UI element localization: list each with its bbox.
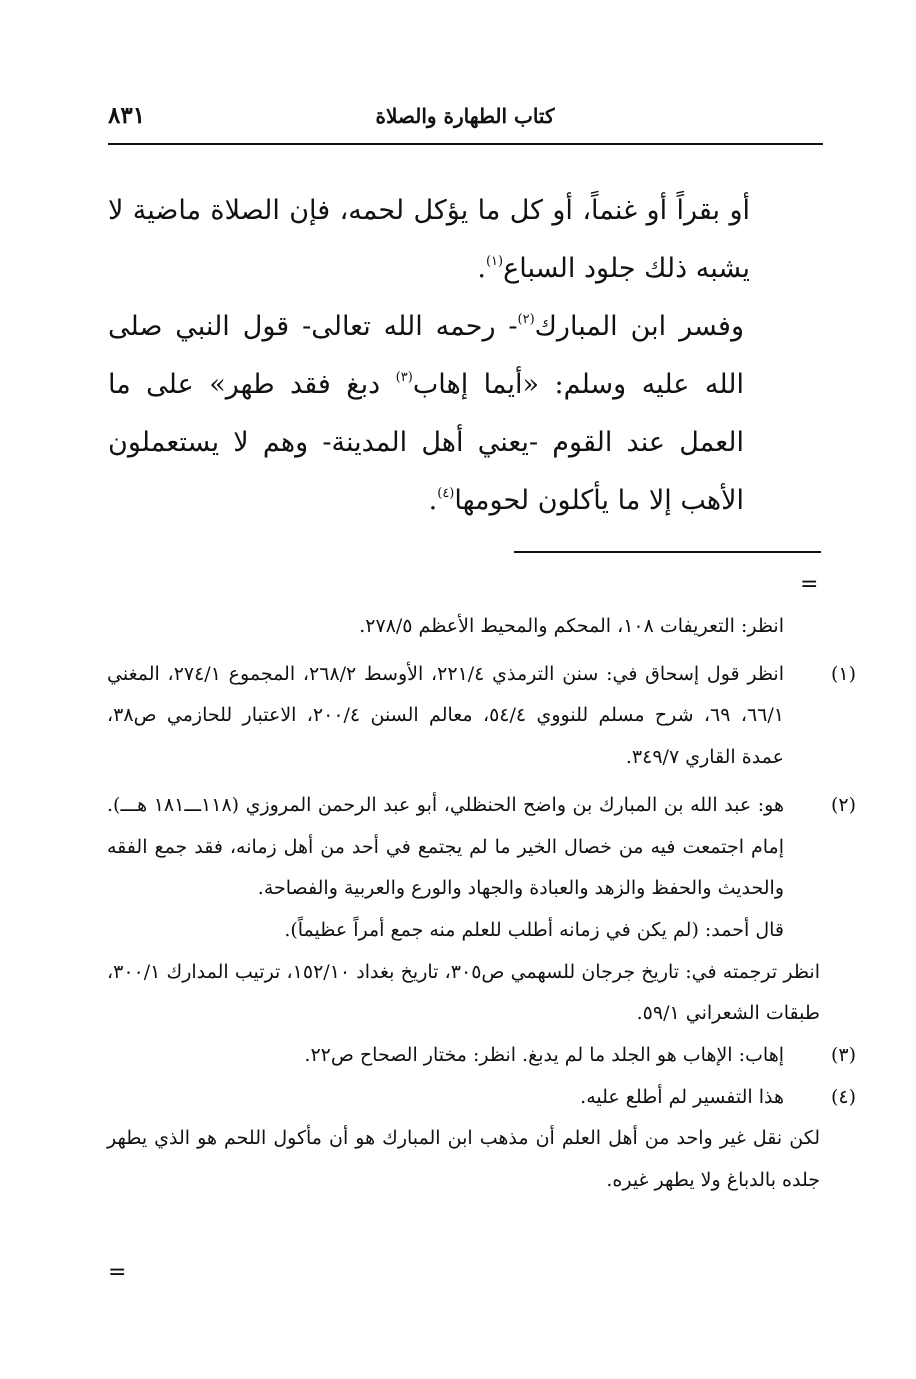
footnote-1-number: (١) [830,662,856,685]
main-paragraph-2-text-a: وفسر ابن المبارك [534,311,744,342]
footnote-3-number: (٣) [830,1044,856,1067]
main-paragraph-2: وفسر ابن المبارك$^{(٢)}$- رحمه الله تعالى- قول النبي صلى الله عليه وسلم: «أيما إهاب$^{(٣)}$ دبغ فقد طهر» على ما العمل عند القوم -يعني أهل المدينة- وهم لا يستعملون الأهب إلا ما يأكلون لحومها$^{(٤)}$. [108,311,744,516]
footnote-separator [514,551,821,553]
header-rule [108,143,823,145]
footnote-ref-4: (٤) [437,486,455,501]
footnote-ref-1: (١) [485,254,504,269]
footnote-3-text: إهاب: الإهاب هو الجلد ما لم يدبغ. انظر: مختار الصحاح ص٢٢. [304,1044,784,1067]
footnote-ref-3: (٣) [395,370,413,385]
main-paragraph-2-text-b: - رحمه الله تعالى- قول النبي صلى الله عليه وسلم: «أيما إهاب [108,311,744,400]
page-number: ٨٣١ [108,102,146,129]
main-paragraph-1-text: أو بقراً أو غنماً، أو كل ما يؤكل لحمه، فإن الصلاة ماضية لا يشبه ذلك جلود السباع [108,195,750,284]
continuation-mark-bottom: = [108,1260,127,1285]
page-header [108,98,822,136]
main-paragraph-1: أو بقراً أو غنماً، أو كل ما يؤكل لحمه، فإن الصلاة ماضية لا يشبه ذلك جلود السباع$^{(١)}$. [108,195,750,284]
footnote-3 [107,1035,856,1077]
running-title: كتاب الطهارة والصلاة [375,104,555,128]
footnote-2 [107,785,856,910]
footnote-2-number: (٢) [830,793,856,816]
footnote-1-text: انظر قول إسحاق في: سنن الترمذي ٢٢١/٤، الأوسط ٢٦٨/٢، المجموع ٢٧٤/١، المغني ٦٦/١، ٦٩، شرح مسلم للنووي ٥٤/٤، معالم السنن ٢٠٠/٤، الاعتبار للحازمي ص٣٨، عمدة القاري ٣٤٩/٧. [107,662,784,769]
footnotes [107,606,856,1202]
footnote-4 [107,1077,856,1119]
footnote-closing-note: لكن نقل غير واحد من أهل العلم أن مذهب ابن المبارك هو أن مأكول اللحم هو الذي يطهر جلده بالدباغ ولا يطهر غيره. [107,1127,820,1192]
main-text [108,182,750,530]
footnote-1 [107,654,856,779]
footnote-2-sources: انظر ترجمته في: تاريخ جرجان للسهمي ص٣٠٥، تاريخ بغداد ١٥٢/١٠، ترتيب المدارك ٣٠٠/١، طبقات الشعراني ٥٩/١. [107,960,821,1025]
footnote-ref-2: (٢) [517,312,535,327]
footnote-4-number: (٤) [830,1085,856,1108]
main-paragraph-2-text-c: دبغ فقد طهر» على ما العمل عند القوم -يعني أهل المدينة- وهم لا يستعملون الأهب إلا ما يأكلون لحومها [108,369,744,516]
footnote-4-text: هذا التفسير لم أطلع عليه. [580,1085,784,1108]
footnote-2-quote: قال أحمد: (لم يكن في زمانه أطلب للعلم منه جمع أمراً عظيماً). [284,918,784,941]
footnote-intro: انظر: التعريفات ١٠٨، المحكم والمحيط الأعظم ٢٧٨/٥. [359,615,784,637]
footnote-2-text: هو: عبد الله بن المبارك بن واضح الحنظلي، أبو عبد الرحمن المروزي (١١٨ـــ١٨١ هـــ). إمام اجتمعت فيه من خصال الخير ما لم يجتمع في أحد من أهل زمانه، فقد جمع الفقه والحديث والحفظ والزهد والعبادة والجهاد والورع والعربية والفصاحة. [107,793,784,900]
continuation-mark-top: = [800,572,819,597]
